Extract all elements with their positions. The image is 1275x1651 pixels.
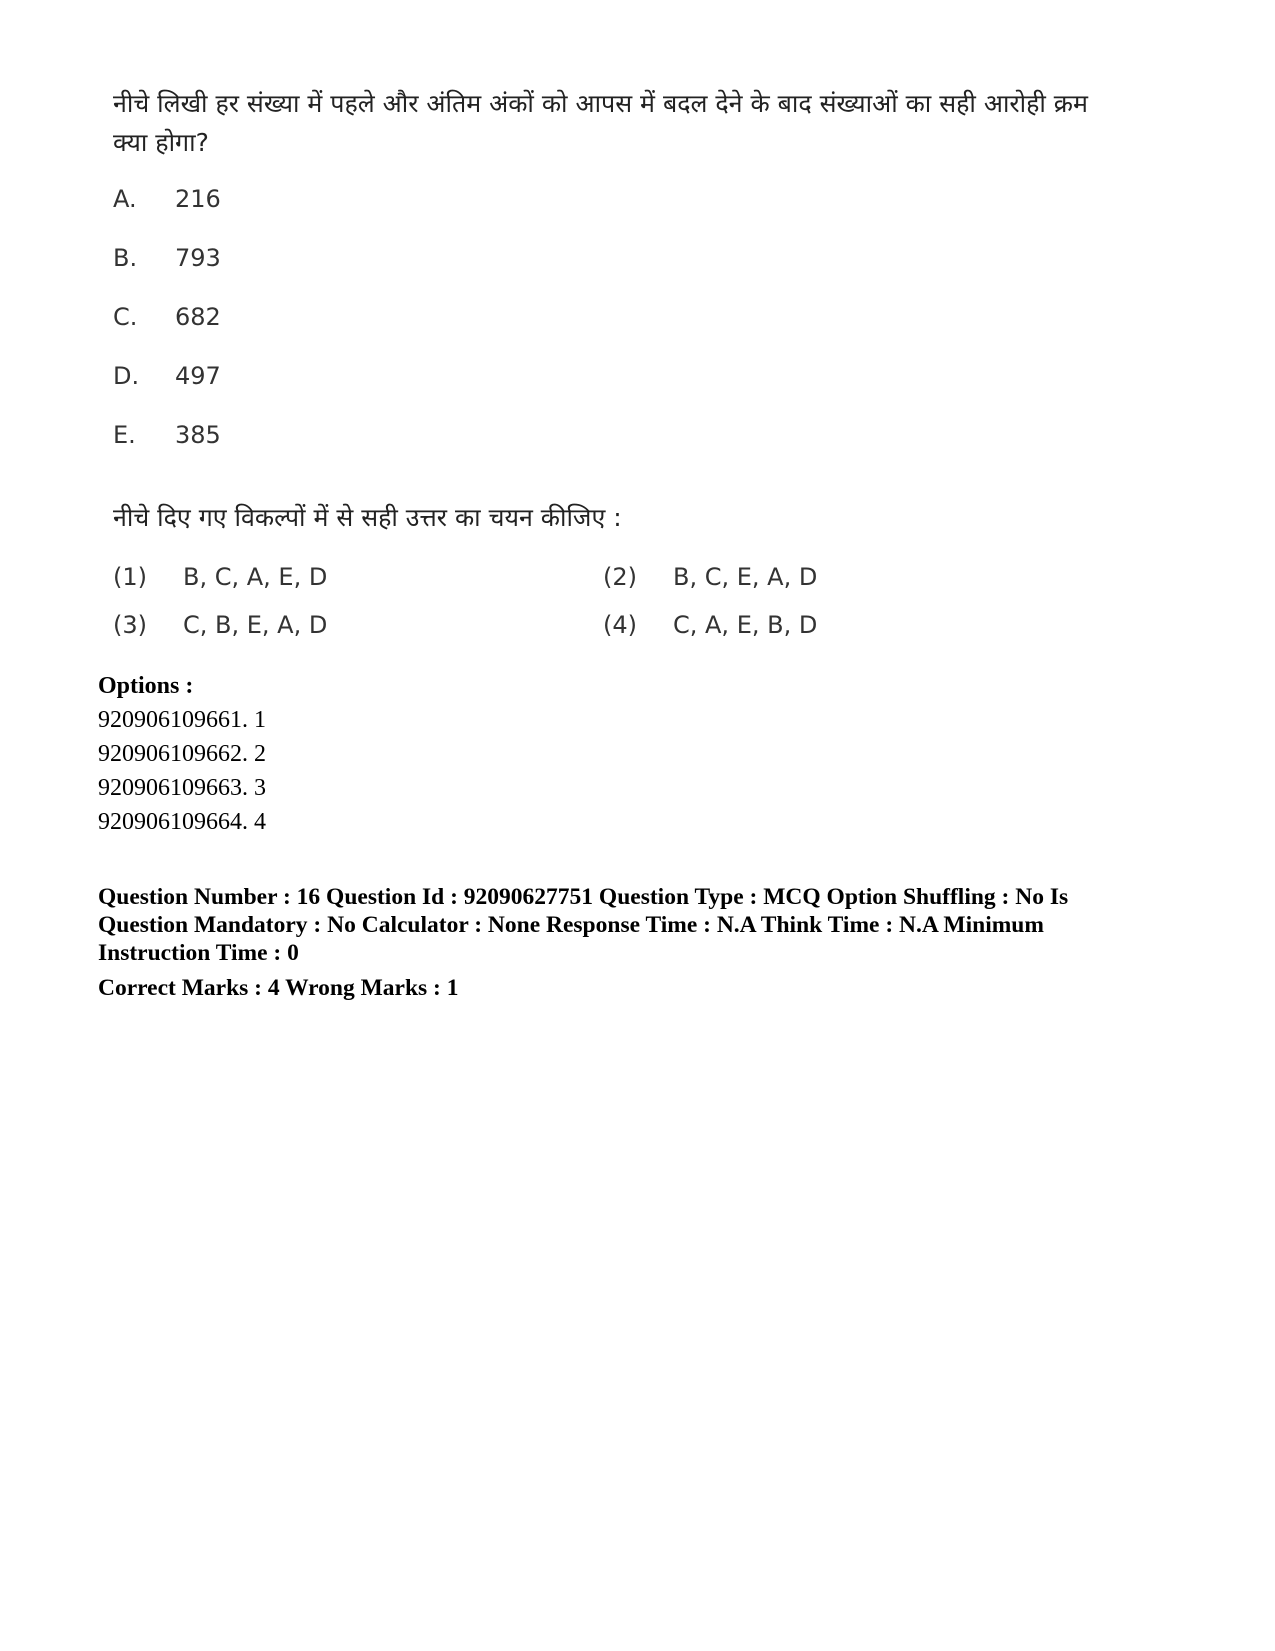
answer-choice-3 xyxy=(113,609,603,641)
list-item xyxy=(113,184,221,243)
answer-choices xyxy=(113,561,873,641)
choice-text: B, C, E, A, D xyxy=(673,563,818,591)
options-block xyxy=(98,669,266,839)
item-value: 497 xyxy=(175,362,221,390)
choice-number: (4) xyxy=(603,611,637,639)
list-item xyxy=(113,302,221,361)
option-id-2: 920906109662. 2 xyxy=(98,741,266,767)
item-label: D. xyxy=(113,362,140,390)
list-item xyxy=(113,420,221,479)
item-label: B. xyxy=(113,244,138,272)
list-item xyxy=(113,243,221,302)
answer-choice-4 xyxy=(603,609,873,641)
list-item xyxy=(113,361,221,420)
option-id-1: 920906109661. 1 xyxy=(98,707,266,733)
question-metadata: Question Number : 16 Question Id : 92090627751 Question Type : MCQ Option Shuffling : No Is Question Mandatory : No Calculator : None Response Time : N.A Think Time : N.A Minimum Instruction Time : 0 xyxy=(98,884,1069,966)
choice-number: (1) xyxy=(113,563,147,591)
question-marks: Correct Marks : 4 Wrong Marks : 1 xyxy=(98,975,459,1001)
option-id-4: 920906109664. 4 xyxy=(98,809,266,835)
item-label: E. xyxy=(113,421,136,449)
item-value: 216 xyxy=(175,185,221,213)
item-value: 385 xyxy=(175,421,221,449)
answer-choice-1 xyxy=(113,561,603,593)
choice-number: (3) xyxy=(113,611,147,639)
question-items-list xyxy=(113,184,221,479)
options-heading: Options : xyxy=(98,673,194,699)
option-id-3: 920906109663. 3 xyxy=(98,775,266,801)
item-label: C. xyxy=(113,303,138,331)
choice-text: B, C, A, E, D xyxy=(183,563,328,591)
item-value: 682 xyxy=(175,303,221,331)
choice-text: C, B, E, A, D xyxy=(183,611,328,639)
item-label: A. xyxy=(113,185,137,213)
answer-choice-2 xyxy=(603,561,873,593)
choice-number: (2) xyxy=(603,563,637,591)
item-value: 793 xyxy=(175,244,221,272)
choice-text: C, A, E, B, D xyxy=(673,611,818,639)
question-text: नीचे लिखी हर संख्या में पहले और अंतिम अंकों को आपस में बदल देने के बाद संख्याओं का सही आरोही क्रम क्या होगा? xyxy=(113,89,1088,157)
question-instruction: नीचे दिए गए विकल्पों में से सही उत्तर का चयन कीजिए : xyxy=(113,503,622,532)
